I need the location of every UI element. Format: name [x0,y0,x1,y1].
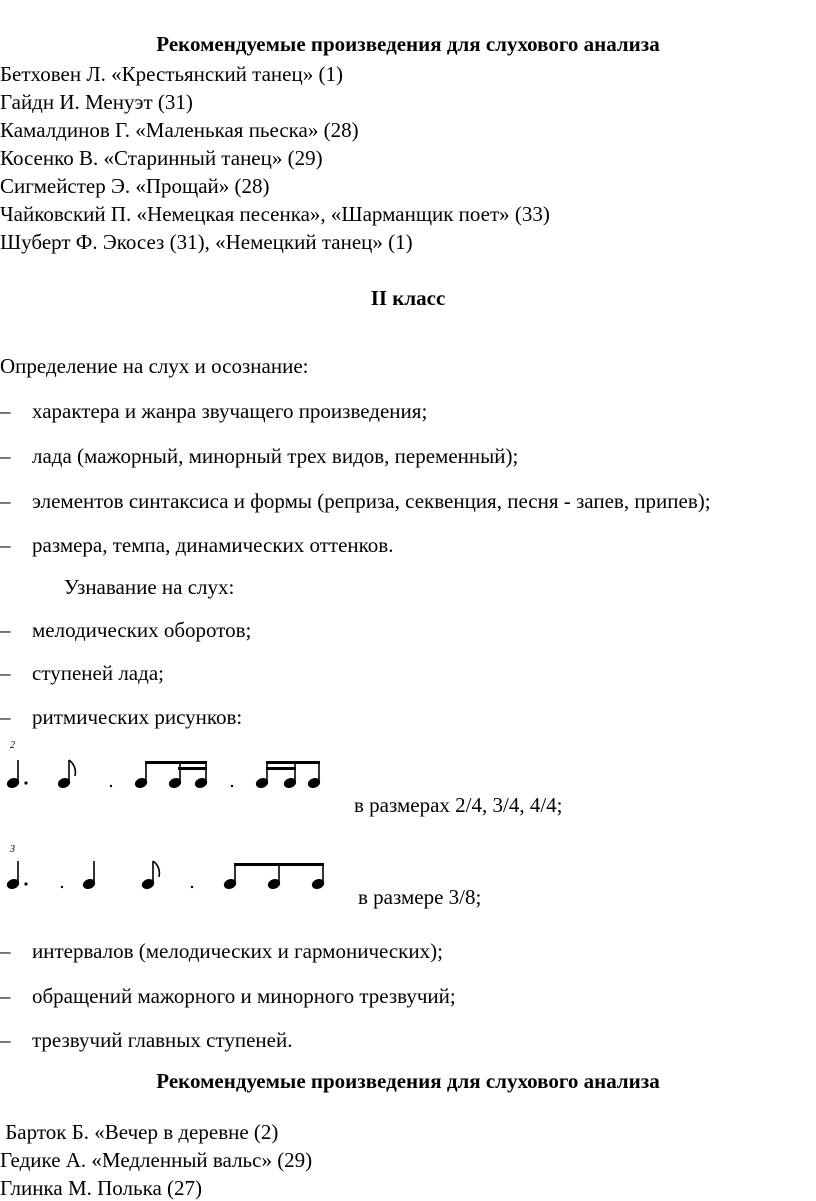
definition-item: характера и жанра звучащего произведения; [32,399,428,423]
rhythm-caption: в размере 3/8; [358,885,482,909]
bullet-dash: – [0,939,11,963]
bullet-dash: – [0,984,11,1008]
bullet-dash: – [0,399,11,423]
section1-heading: Рекомендуемые произведения для слухового анализа [156,32,660,56]
dot-mark [231,785,233,787]
definition-item: размера, темпа, динамических оттенков. [32,533,394,557]
bullet-dash: – [0,661,11,685]
list-item: обращений мажорного и минорного трезвучий; [32,984,456,1008]
work-item: Камалдинов Г. «Маленькая пьеска» (28) [0,118,359,142]
eighth-note [57,760,75,789]
recognition-item: ступеней лада; [32,661,164,685]
list-item: трезвучий главных ступеней. [32,1028,293,1052]
beamed-notes-group [255,761,320,789]
meter-mark: 3 [10,844,15,855]
meter-mark: 2 [10,740,15,751]
bullet-dash: – [0,618,11,642]
bullet-dash: – [0,1028,11,1052]
dotted-quarter-note [6,760,27,789]
work-item: Косенко В. «Старинный танец» (29) [0,146,323,170]
bullet-dash: – [0,533,11,557]
quarter-note [82,861,95,890]
bullet-dash: – [0,489,11,513]
recognition-item: ритмических рисунков: [32,705,243,729]
work-item: Сигмейстер Э. «Прощай» (28) [0,174,270,198]
bullet-dash: – [0,444,11,468]
dot-mark [61,886,63,888]
definition-item: лада (мажорный, минорный трех видов, переменный); [32,444,519,468]
dotted-quarter-note [6,861,27,890]
work-item: Барток Б. «Вечер в деревне (2) [0,1120,279,1144]
work-item: Гайдн И. Менуэт (31) [0,90,193,114]
beamed-notes-group [134,761,207,789]
work-item: Бетховен Л. «Крестьянский танец» (1) [0,62,343,86]
bullet-dash: – [0,705,11,729]
section2-heading: Рекомендуемые произведения для слухового анализа [156,1069,660,1093]
definition-item: элементов синтаксиса и формы (реприза, секвенция, песня - запев, припев); [32,489,711,513]
recognition-item: мелодических оборотов; [32,618,252,642]
eighth-note [141,861,159,890]
rhythm-caption: в размерах 2/4, 3/4, 4/4; [354,793,563,817]
work-item: Гедике А. «Медленный вальс» (29) [0,1148,313,1172]
beamed-notes-group [223,863,324,890]
dot-mark [191,886,193,888]
rhythm-pattern-1 [0,736,340,798]
class-heading: II класс [370,286,446,310]
work-item: Чайковский П. «Немецкая песенка», «Шарманщик поет» (33) [0,202,550,226]
definition-intro: Определение на слух и осознание: [0,354,309,378]
work-item: Шуберт Ф. Экосез (31), «Немецкий танец» (1) [0,230,413,254]
dot-mark [110,785,112,787]
rhythm-pattern-2 [0,840,340,902]
list-item: интервалов (мелодических и гармонических); [32,939,443,963]
work-item: Глинка М. Полька (27) [0,1176,203,1200]
recognition-intro: Узнавание на слух: [64,575,235,599]
